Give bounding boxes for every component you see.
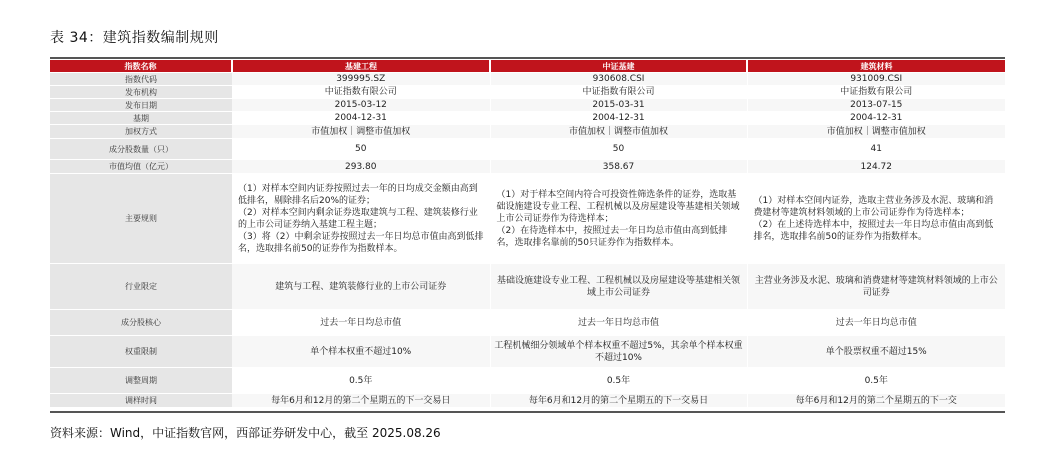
table-cell: 41: [747, 139, 1005, 160]
table-cell: 2004-12-31: [490, 112, 747, 125]
header-building-materials: 建筑材料: [747, 60, 1005, 73]
row-label: 指数代码: [50, 73, 232, 86]
header-infra-engineering: 基建工程: [232, 60, 490, 73]
table-cell: 单个样本权重不超过10%: [232, 336, 490, 368]
table-cell: 过去一年日均总市值: [747, 310, 1005, 336]
table-cell: 每年6月和12月的第二个星期五的下一交易日: [232, 394, 490, 408]
table-cell: 0.5年: [232, 368, 490, 394]
table-cell: 50: [232, 139, 490, 160]
main-rule-cell: （1）对样本空间内证券，选取主营业务涉及水泥、玻璃和消费建材等建筑材料领域的上市公司证券作为待选样本； （2）在上述待选样本中，按照过去一年日均总市值由高到低排名，选取排名前50的证券作为指数样本。: [747, 174, 1005, 264]
source-note: 资料来源：Wind，中证指数官网，西部证券研发中心，截至 2025.08.26: [50, 426, 441, 440]
header-csi-infra: 中证基建: [490, 60, 747, 73]
bottom-rule: [50, 411, 1005, 413]
table-cell: 358.67: [490, 160, 747, 174]
table-cell: 2004-12-31: [232, 112, 490, 125]
header-index-name: 指数名称: [50, 60, 232, 73]
row-label: 调整周期: [50, 368, 232, 394]
row-label: 调样时间: [50, 394, 232, 408]
table-row: [50, 336, 1005, 368]
table-cell: 2004-12-31: [747, 112, 1005, 125]
table-row: [50, 160, 1005, 174]
table-cell: 每年6月和12月的第二个星期五的下一交: [747, 394, 1005, 408]
table-header-row: [50, 60, 1005, 73]
row-label: 发布日期: [50, 99, 232, 112]
row-label: 市值均值（亿元）: [50, 160, 232, 174]
index-rules-table: [50, 60, 1005, 408]
row-label: 行业限定: [50, 264, 232, 310]
table-row: [50, 139, 1005, 160]
table-cell: 2015-03-31: [490, 99, 747, 112]
table-cell: 2015-03-12: [232, 99, 490, 112]
table-row: [50, 99, 1005, 112]
table-title: 表 34：建筑指数编制规则: [50, 30, 219, 46]
table-cell: 中证指数有限公司: [747, 86, 1005, 99]
table-cell: 建筑与工程、建筑装修行业的上市公司证券: [232, 264, 490, 310]
table-row: [50, 174, 1005, 264]
table-cell: 过去一年日均总市值: [490, 310, 747, 336]
table-row: [50, 73, 1005, 86]
row-label: 加权方式: [50, 125, 232, 139]
table-cell: 124.72: [747, 160, 1005, 174]
row-label: 权重限制: [50, 336, 232, 368]
main-rule-cell: （1）对样本空间内证券按照过去一年的日均成交金额由高到低排名，剔除排名后20%的证券； （2）对样本空间内剩余证券选取建筑与工程、建筑装修行业的上市公司证券纳入基建工程主题； （3）将（2）中剩余证券按照过去一年日均总市值由高到低排名，选取排名前50的证券作为指数样本。: [232, 174, 490, 264]
table-cell: 市值加权｜调整市值加权: [232, 125, 490, 139]
table-row: [50, 86, 1005, 99]
table-cell: 工程机械细分领域单个样本权重不超过5%，其余单个样本权重不超过10%: [490, 336, 747, 368]
table-row: [50, 264, 1005, 310]
table-cell: 931009.CSI: [747, 73, 1005, 86]
table-cell: 2013-07-15: [747, 99, 1005, 112]
table-row: [50, 310, 1005, 336]
top-rule: [50, 57, 1005, 59]
row-label: 成分股核心: [50, 310, 232, 336]
table-cell: 930608.CSI: [490, 73, 747, 86]
table-row: [50, 368, 1005, 394]
table-cell: 399995.SZ: [232, 73, 490, 86]
table-cell: 0.5年: [490, 368, 747, 394]
table-cell: 主营业务涉及水泥、玻璃和消费建材等建筑材料领域的上市公司证券: [747, 264, 1005, 310]
row-label: 基期: [50, 112, 232, 125]
table-row: [50, 125, 1005, 139]
table-cell: 市值加权｜调整市值加权: [490, 125, 747, 139]
table-cell: 基础设施建设专业工程、工程机械以及房屋建设等基建相关领域上市公司证券: [490, 264, 747, 310]
table-cell: 0.5年: [747, 368, 1005, 394]
main-rule-cell: （1）对于样本空间内符合可投资性筛选条件的证券，选取基础设施建设专业工程、工程机械以及房屋建设等基建相关领域上市公司证券作为待选样本； （2）在待选样本中，按照过去一年日均总市值由高到低排名，选取排名靠前的50只证券作为指数样本。: [490, 174, 747, 264]
table-row: [50, 112, 1005, 125]
row-label: 主要规则: [50, 174, 232, 264]
table-cell: 293.80: [232, 160, 490, 174]
table-cell: 过去一年日均总市值: [232, 310, 490, 336]
table-row: [50, 394, 1005, 408]
table-cell: 中证指数有限公司: [490, 86, 747, 99]
table-cell: 市值加权｜调整市值加权: [747, 125, 1005, 139]
table-cell: 每年6月和12月的第二个星期五的下一交易日: [490, 394, 747, 408]
table-cell: 中证指数有限公司: [232, 86, 490, 99]
table-cell: 50: [490, 139, 747, 160]
row-label: 成分股数量（只）: [50, 139, 232, 160]
row-label: 发布机构: [50, 86, 232, 99]
table-cell: 单个股票权重不超过15%: [747, 336, 1005, 368]
